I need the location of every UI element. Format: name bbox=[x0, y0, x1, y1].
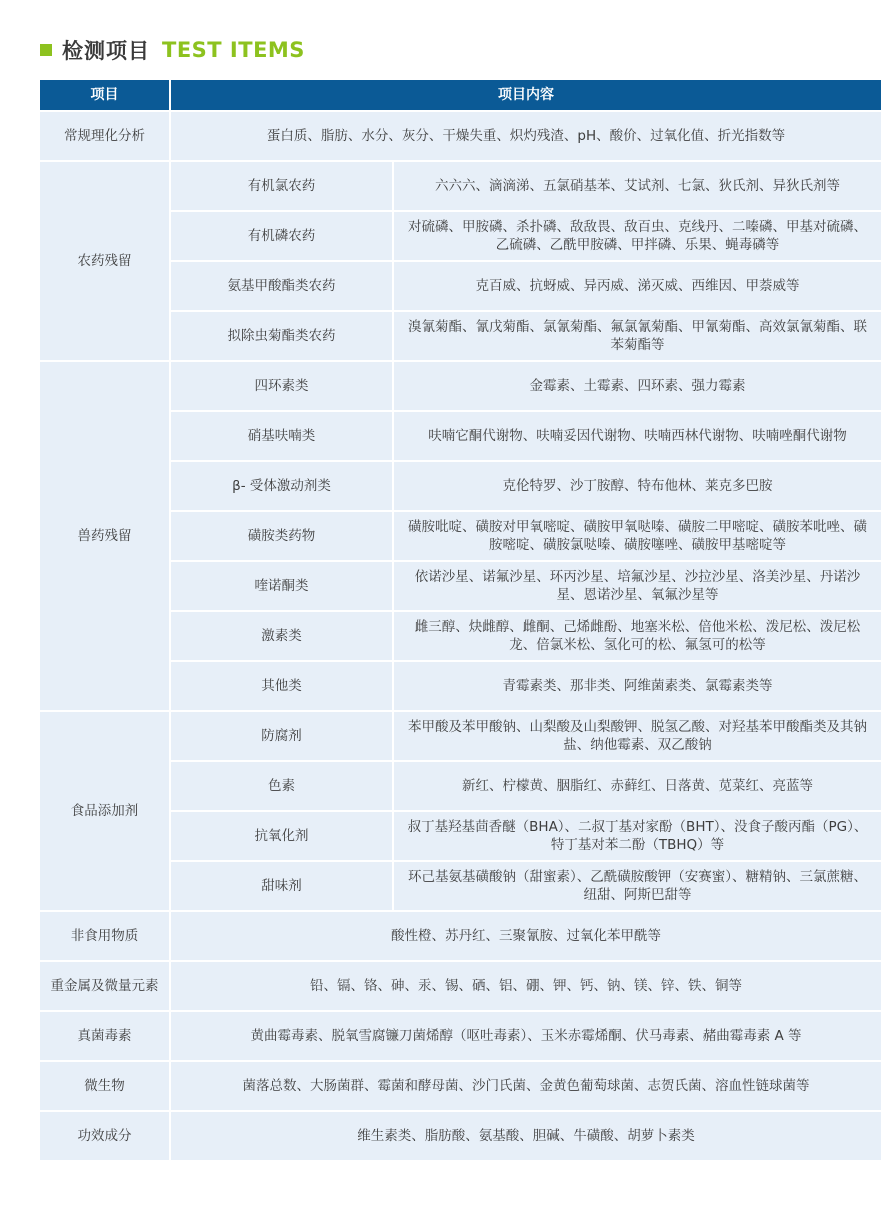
table-row bbox=[40, 960, 881, 1010]
heading-title-cn: 检测项目 bbox=[62, 39, 150, 63]
category-content: 维生素类、脂肪酸、氨基酸、胆碱、牛磺酸、胡萝卜素类 bbox=[169, 1110, 881, 1160]
subcategory-name: 防腐剂 bbox=[169, 710, 392, 760]
table-row bbox=[40, 1110, 881, 1160]
subcategory-content: 雌三醇、炔雌醇、雌酮、己烯雌酚、地塞米松、倍他米松、泼尼松、泼尼松龙、倍氯米松、氢化可的松、氟氢可的松等 bbox=[392, 610, 881, 660]
table-header-row bbox=[40, 80, 881, 110]
subcategory-name: 磺胺类药物 bbox=[169, 510, 392, 560]
category-content: 黄曲霉毒素、脱氧雪腐镰刀菌烯醇（呕吐毒素）、玉米赤霉烯酮、伏马毒素、赭曲霉毒素 A 等 bbox=[169, 1010, 881, 1060]
category-name: 食品添加剂 bbox=[40, 710, 169, 910]
table-row bbox=[40, 910, 881, 960]
header-content: 项目内容 bbox=[169, 80, 881, 110]
subcategory-content: 依诺沙星、诺氟沙星、环丙沙星、培氟沙星、沙拉沙星、洛美沙星、丹诺沙星、恩诺沙星、氧氟沙星等 bbox=[392, 560, 881, 610]
subcategory-name: β- 受体激动剂类 bbox=[169, 460, 392, 510]
subcategory-content: 对硫磷、甲胺磷、杀扑磷、敌敌畏、敌百虫、克线丹、二嗪磷、甲基对硫磷、乙硫磷、乙酰甲胺磷、甲拌磷、乐果、蝇毒磷等 bbox=[392, 210, 881, 260]
category-name: 真菌毒素 bbox=[40, 1010, 169, 1060]
subcategory-name: 甜味剂 bbox=[169, 860, 392, 910]
category-content: 铅、镉、铬、砷、汞、锡、硒、铝、硼、钾、钙、钠、镁、锌、铁、铜等 bbox=[169, 960, 881, 1010]
header-item: 项目 bbox=[40, 80, 169, 110]
subcategory-name: 有机磷农药 bbox=[169, 210, 392, 260]
table-row bbox=[40, 360, 881, 410]
category-name: 兽药残留 bbox=[40, 360, 169, 710]
heading-title-en: TEST ITEMS bbox=[162, 38, 305, 62]
subcategory-name: 喹诺酮类 bbox=[169, 560, 392, 610]
category-name: 常规理化分析 bbox=[40, 110, 169, 160]
table-row bbox=[40, 1010, 881, 1060]
table-row bbox=[40, 710, 881, 760]
subcategory-name: 色素 bbox=[169, 760, 392, 810]
category-name: 重金属及微量元素 bbox=[40, 960, 169, 1010]
subcategory-content: 呋喃它酮代谢物、呋喃妥因代谢物、呋喃西林代谢物、呋喃唑酮代谢物 bbox=[392, 410, 881, 460]
table-row bbox=[40, 110, 881, 160]
category-content: 菌落总数、大肠菌群、霉菌和酵母菌、沙门氏菌、金黄色葡萄球菌、志贺氏菌、溶血性链球菌等 bbox=[169, 1060, 881, 1110]
subcategory-content: 六六六、滴滴涕、五氯硝基苯、艾试剂、七氯、狄氏剂、异狄氏剂等 bbox=[392, 160, 881, 210]
section-heading bbox=[40, 34, 305, 66]
subcategory-name: 拟除虫菊酯类农药 bbox=[169, 310, 392, 360]
subcategory-content: 金霉素、土霉素、四环素、强力霉素 bbox=[392, 360, 881, 410]
subcategory-name: 抗氧化剂 bbox=[169, 810, 392, 860]
test-items-table bbox=[40, 80, 881, 1160]
category-name: 农药残留 bbox=[40, 160, 169, 360]
category-name: 功效成分 bbox=[40, 1110, 169, 1160]
subcategory-content: 克百威、抗蚜威、异丙威、涕灭威、西维因、甲萘威等 bbox=[392, 260, 881, 310]
subcategory-content: 克伦特罗、沙丁胺醇、特布他林、莱克多巴胺 bbox=[392, 460, 881, 510]
subcategory-name: 激素类 bbox=[169, 610, 392, 660]
subcategory-content: 环己基氨基磺酸钠（甜蜜素）、乙酰磺胺酸钾（安赛蜜）、糖精钠、三氯蔗糖、纽甜、阿斯巴甜等 bbox=[392, 860, 881, 910]
subcategory-content: 新红、柠檬黄、胭脂红、赤藓红、日落黄、苋菜红、亮蓝等 bbox=[392, 760, 881, 810]
subcategory-content: 叔丁基羟基茴香醚（BHA）、二叔丁基对家酚（BHT）、没食子酸丙酯（PG）、特丁基对苯二酚（TBHQ）等 bbox=[392, 810, 881, 860]
subcategory-name: 四环素类 bbox=[169, 360, 392, 410]
subcategory-content: 磺胺吡啶、磺胺对甲氧嘧啶、磺胺甲氧哒嗪、磺胺二甲嘧啶、磺胺苯吡唑、磺胺嘧啶、磺胺氯哒嗪、磺胺噻唑、磺胺甲基嘧啶等 bbox=[392, 510, 881, 560]
category-name: 微生物 bbox=[40, 1060, 169, 1110]
subcategory-name: 氨基甲酸酯类农药 bbox=[169, 260, 392, 310]
table-row bbox=[40, 160, 881, 210]
subcategory-content: 青霉素类、那非类、阿维菌素类、氯霉素类等 bbox=[392, 660, 881, 710]
subcategory-content: 苯甲酸及苯甲酸钠、山梨酸及山梨酸钾、脱氢乙酸、对羟基苯甲酸酯类及其钠盐、纳他霉素、双乙酸钠 bbox=[392, 710, 881, 760]
subcategory-name: 有机氯农药 bbox=[169, 160, 392, 210]
subcategory-name: 其他类 bbox=[169, 660, 392, 710]
category-content: 酸性橙、苏丹红、三聚氰胺、过氧化苯甲酰等 bbox=[169, 910, 881, 960]
category-content: 蛋白质、脂肪、水分、灰分、干燥失重、炽灼残渣、pH、酸价、过氧化值、折光指数等 bbox=[169, 110, 881, 160]
subcategory-content: 溴氰菊酯、氰戊菊酯、氯氰菊酯、氟氯氰菊酯、甲氰菊酯、高效氯氰菊酯、联苯菊酯等 bbox=[392, 310, 881, 360]
table-row bbox=[40, 1060, 881, 1110]
category-name: 非食用物质 bbox=[40, 910, 169, 960]
subcategory-name: 硝基呋喃类 bbox=[169, 410, 392, 460]
green-square-icon bbox=[40, 44, 52, 56]
